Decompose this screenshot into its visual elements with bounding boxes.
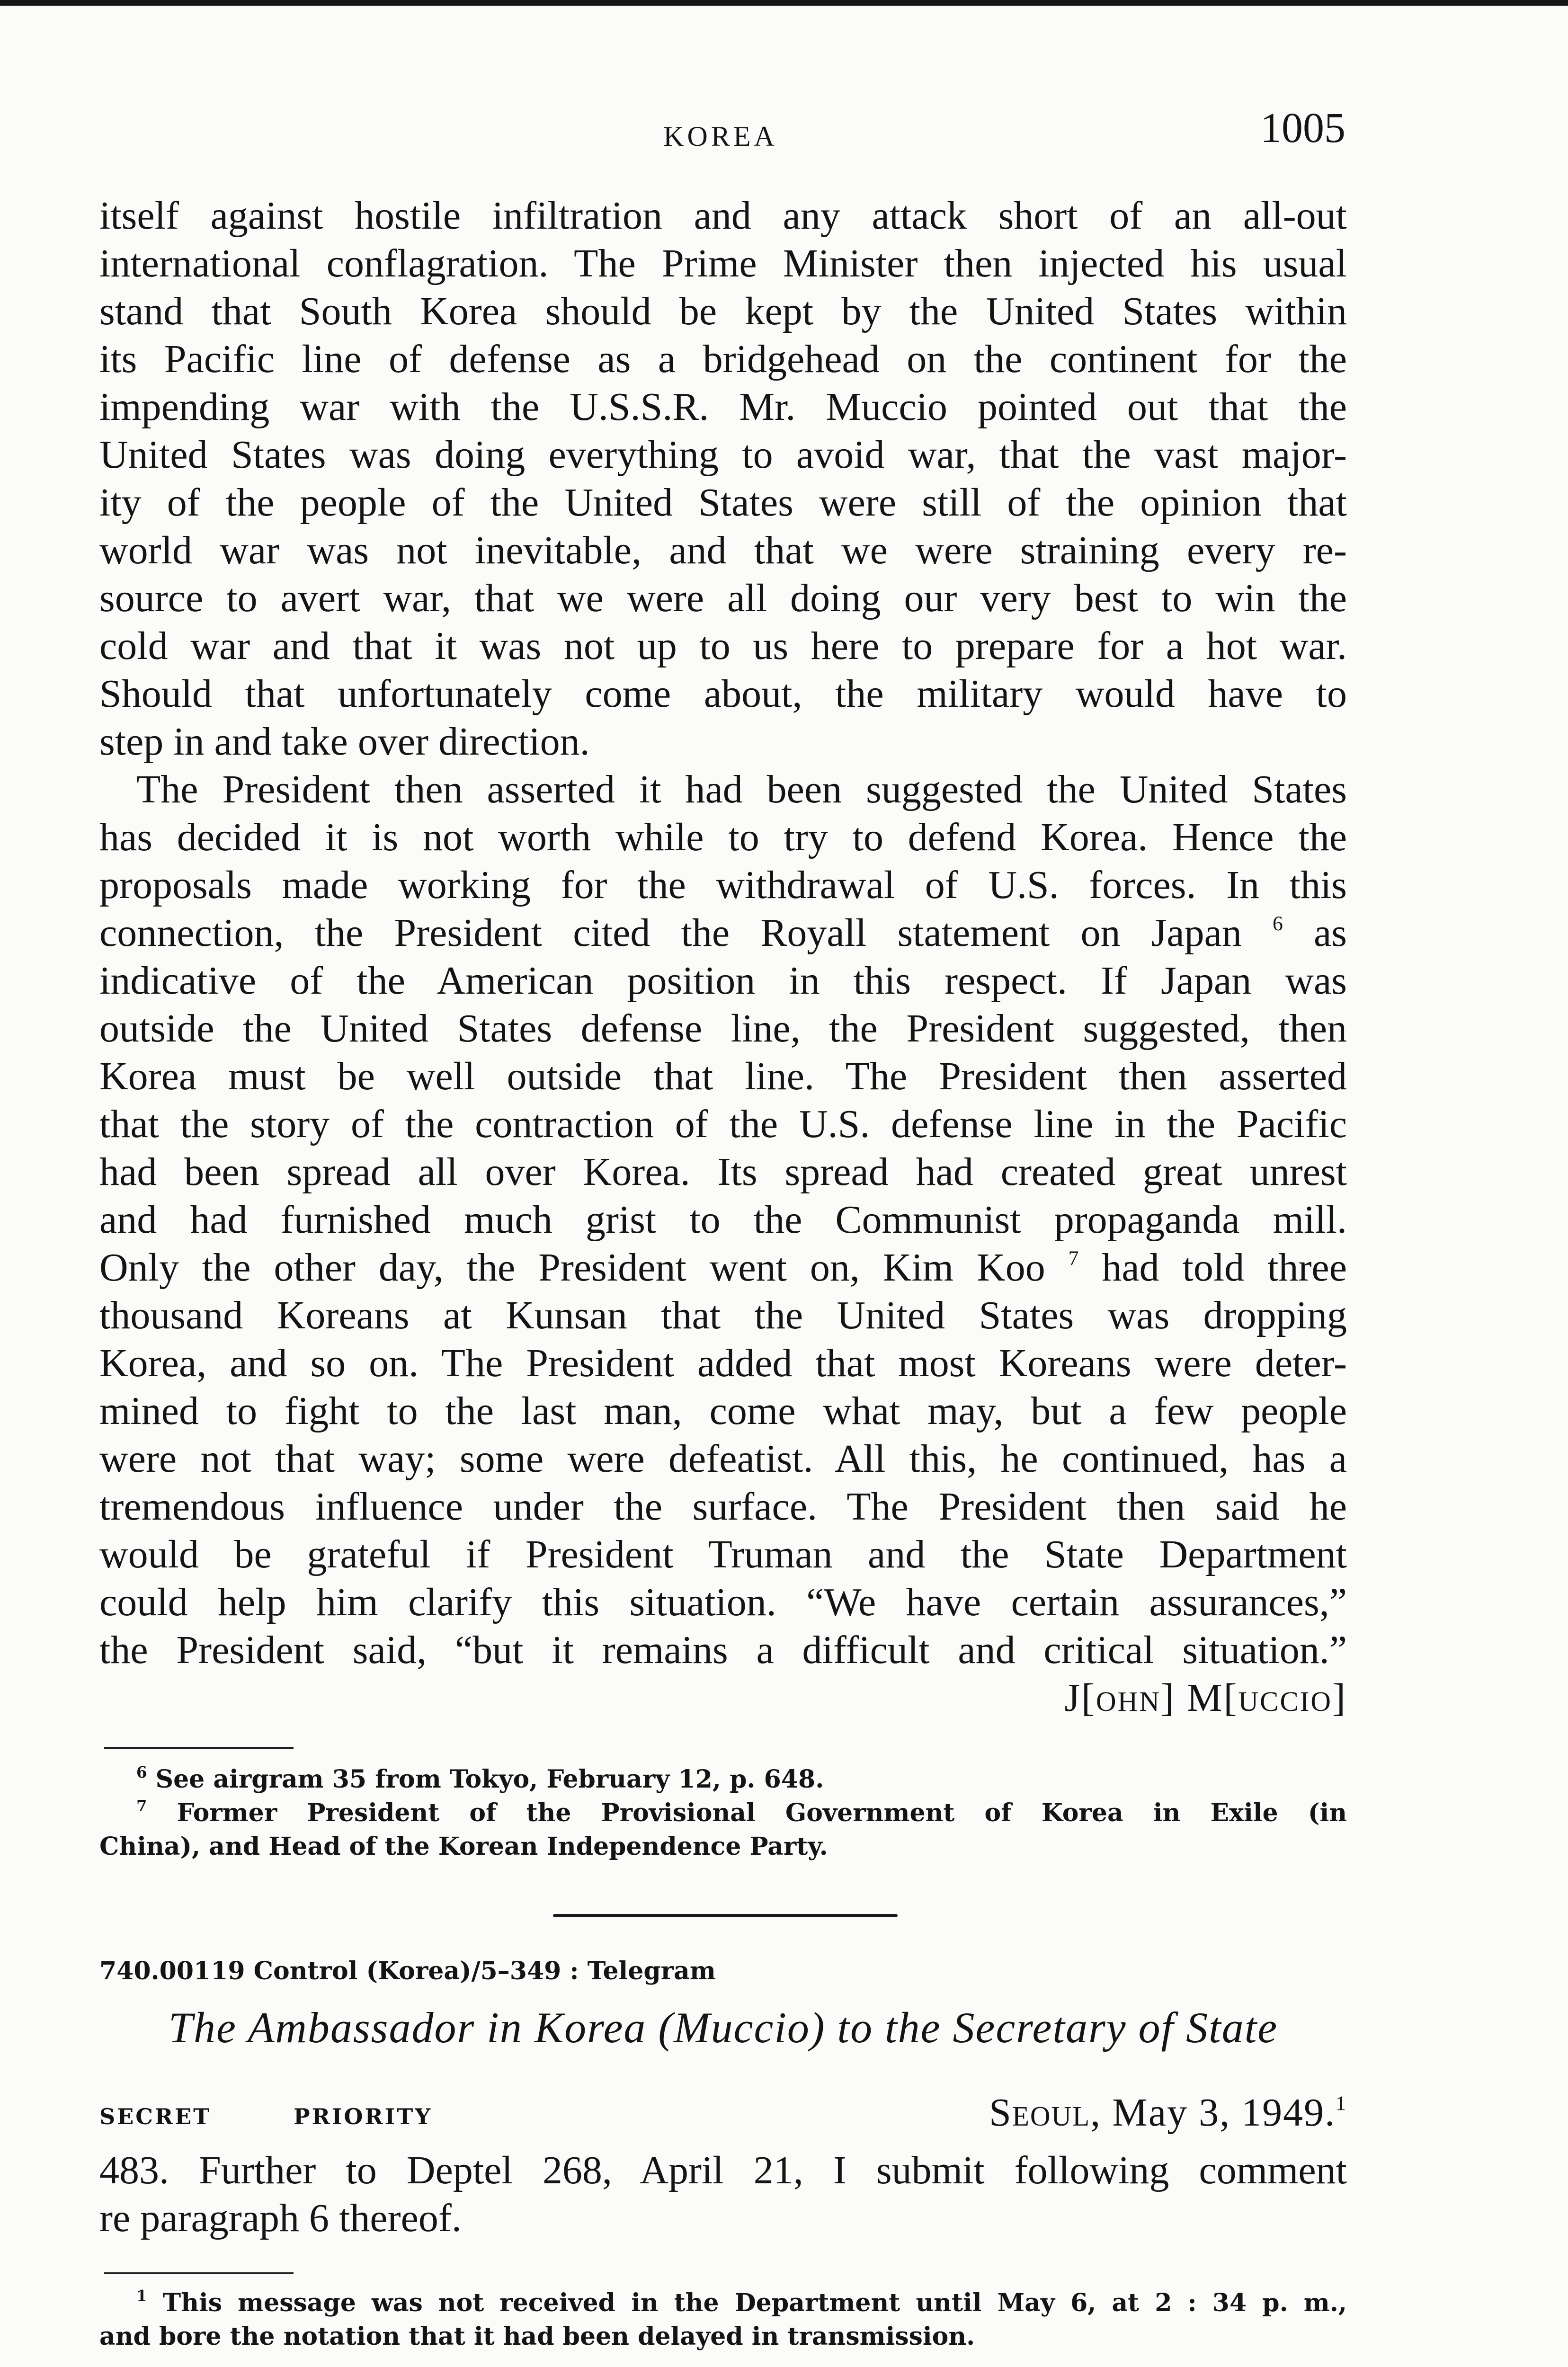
line-text: Only the other day, the President went on, Kim Koo (99, 1246, 1045, 1290)
scan-top-edge (0, 0, 1568, 6)
line-text: as (1314, 911, 1347, 955)
body-line: has decided it is not worth while to try to defend Korea. Hence the (99, 815, 1347, 859)
body-line (99, 909, 1347, 957)
footnote-reference: 7 (1068, 1247, 1079, 1270)
body-line: itself against hostile infiltration and any attack short of an all-out (99, 194, 1347, 238)
body-line: its Pacific line of defense as a bridgehead on the continent for the (99, 337, 1347, 381)
body-line: 483. Further to Deptel 268, April 21, I submit following comment (99, 2148, 1347, 2192)
dateline-date: May 3, 1949. (1112, 2091, 1336, 2135)
body-line: re paragraph 6 thereof. (99, 2196, 462, 2240)
footnote-reference: 6 (1273, 912, 1283, 935)
body-line: Korea, and so on. The President added that most Koreans were deter- (99, 1341, 1347, 1385)
footnote-mark: 6 (136, 1763, 147, 1782)
document-title: The Ambassador in Korea (Muccio) to the Secretary of State (168, 2003, 1278, 2052)
footnotes (99, 2286, 1347, 2353)
body-line: tremendous influence under the surface. The President then said he (99, 1485, 1347, 1529)
line-text: had told three (1102, 1246, 1347, 1290)
footnote-rule (104, 2272, 294, 2274)
body-line: world war was not inevitable, and that we were straining every re- (99, 528, 1347, 572)
body-line: had been spread all over Korea. Its spread had created great unrest (99, 1150, 1347, 1194)
body-line: cold war and that it was not up to us here to prepare for a hot war. (99, 624, 1347, 668)
body-line: international conflagration. The Prime Minister then injected his usual (99, 241, 1347, 285)
classification: SECRET (99, 2104, 212, 2129)
body-line: impending war with the U.S.S.R. Mr. Muccio pointed out that the (99, 385, 1347, 429)
body-line (99, 1244, 1347, 1291)
footnotes (99, 1762, 1347, 1863)
body-line: would be grateful if President Truman and the State Department (99, 1532, 1347, 1576)
body-line: proposals made working for the withdrawal of U.S. forces. In this (99, 863, 1347, 907)
signature: J[ohn] M[uccio] (1064, 1676, 1347, 1720)
body-text (99, 192, 1347, 1722)
body-line: outside the United States defense line, the President suggested, then (99, 1006, 1347, 1050)
footnote-7-continued: China), and Head of the Korean Independence Party. (99, 1832, 828, 1861)
body-line: the President said, “but it remains a difficult and critical situation.” (99, 1628, 1347, 1672)
footnote-7 (99, 1796, 1347, 1830)
footnote-rule (104, 1747, 294, 1749)
document-file-number: 740.00119 Control (Korea)/5–349 : Telegram (99, 1957, 716, 1985)
dateline (989, 2089, 1347, 2136)
body-line: thousand Koreans at Kunsan that the United States was dropping (99, 1293, 1347, 1337)
dateline-place: Seoul, (989, 2091, 1102, 2135)
running-title: KOREA (663, 121, 778, 152)
body-line: Korea must be well outside that line. The President then asserted (99, 1054, 1347, 1098)
body-line: were not that way; some were defeatist. All this, he continued, has a (99, 1437, 1347, 1481)
footnote-1-continued: and bore the notation that it had been delayed in transmission. (99, 2322, 975, 2351)
page-number: 1005 (1260, 105, 1345, 151)
footnote-mark: 7 (136, 1797, 147, 1815)
footnote-6 (99, 1762, 1347, 1796)
body-line: and had furnished much grist to the Communist propaganda mill. (99, 1198, 1347, 1242)
section-separator (553, 1914, 898, 1917)
body-line: that the story of the contraction of the U.S. defense line in the Pacific (99, 1102, 1347, 1146)
footnote-mark: 1 (136, 2287, 147, 2305)
footnote-text: Former President of the Provisional Government of Korea in Exile (in (177, 1798, 1347, 1827)
footnote-text: See airgram 35 from Tokyo, February 12, p. 648. (155, 1765, 824, 1794)
body-line: United States was doing everything to avoid war, that the vast major- (99, 433, 1347, 477)
telegram-paragraph (99, 2146, 1347, 2242)
footnote-1 (99, 2286, 1347, 2320)
line-text: connection, the President cited the Royall statement on Japan (99, 911, 1242, 955)
body-line: mined to fight to the last man, come what may, but a few people (99, 1389, 1347, 1433)
body-line: indicative of the American position in this respect. If Japan was (99, 959, 1347, 1003)
body-line: ity of the people of the United States were still of the opinion that (99, 481, 1347, 525)
precedence: PRIORITY (294, 2104, 433, 2129)
body-line: could help him clarify this situation. “We have certain assurances,” (99, 1580, 1347, 1624)
body-line: The President then asserted it had been suggested the United States (136, 767, 1347, 811)
body-line: source to avert war, that we were all doing our very best to win the (99, 576, 1347, 620)
body-line: Should that unfortunately come about, the military would have to (99, 672, 1347, 716)
footnote-text: This message was not received in the Department until May 6, at 2 : 34 p. m., (162, 2288, 1347, 2317)
body-line: step in and take over direction. (99, 720, 590, 764)
footnote-reference: 1 (1336, 2092, 1347, 2115)
body-line: stand that South Korea should be kept by the United States within (99, 289, 1347, 333)
